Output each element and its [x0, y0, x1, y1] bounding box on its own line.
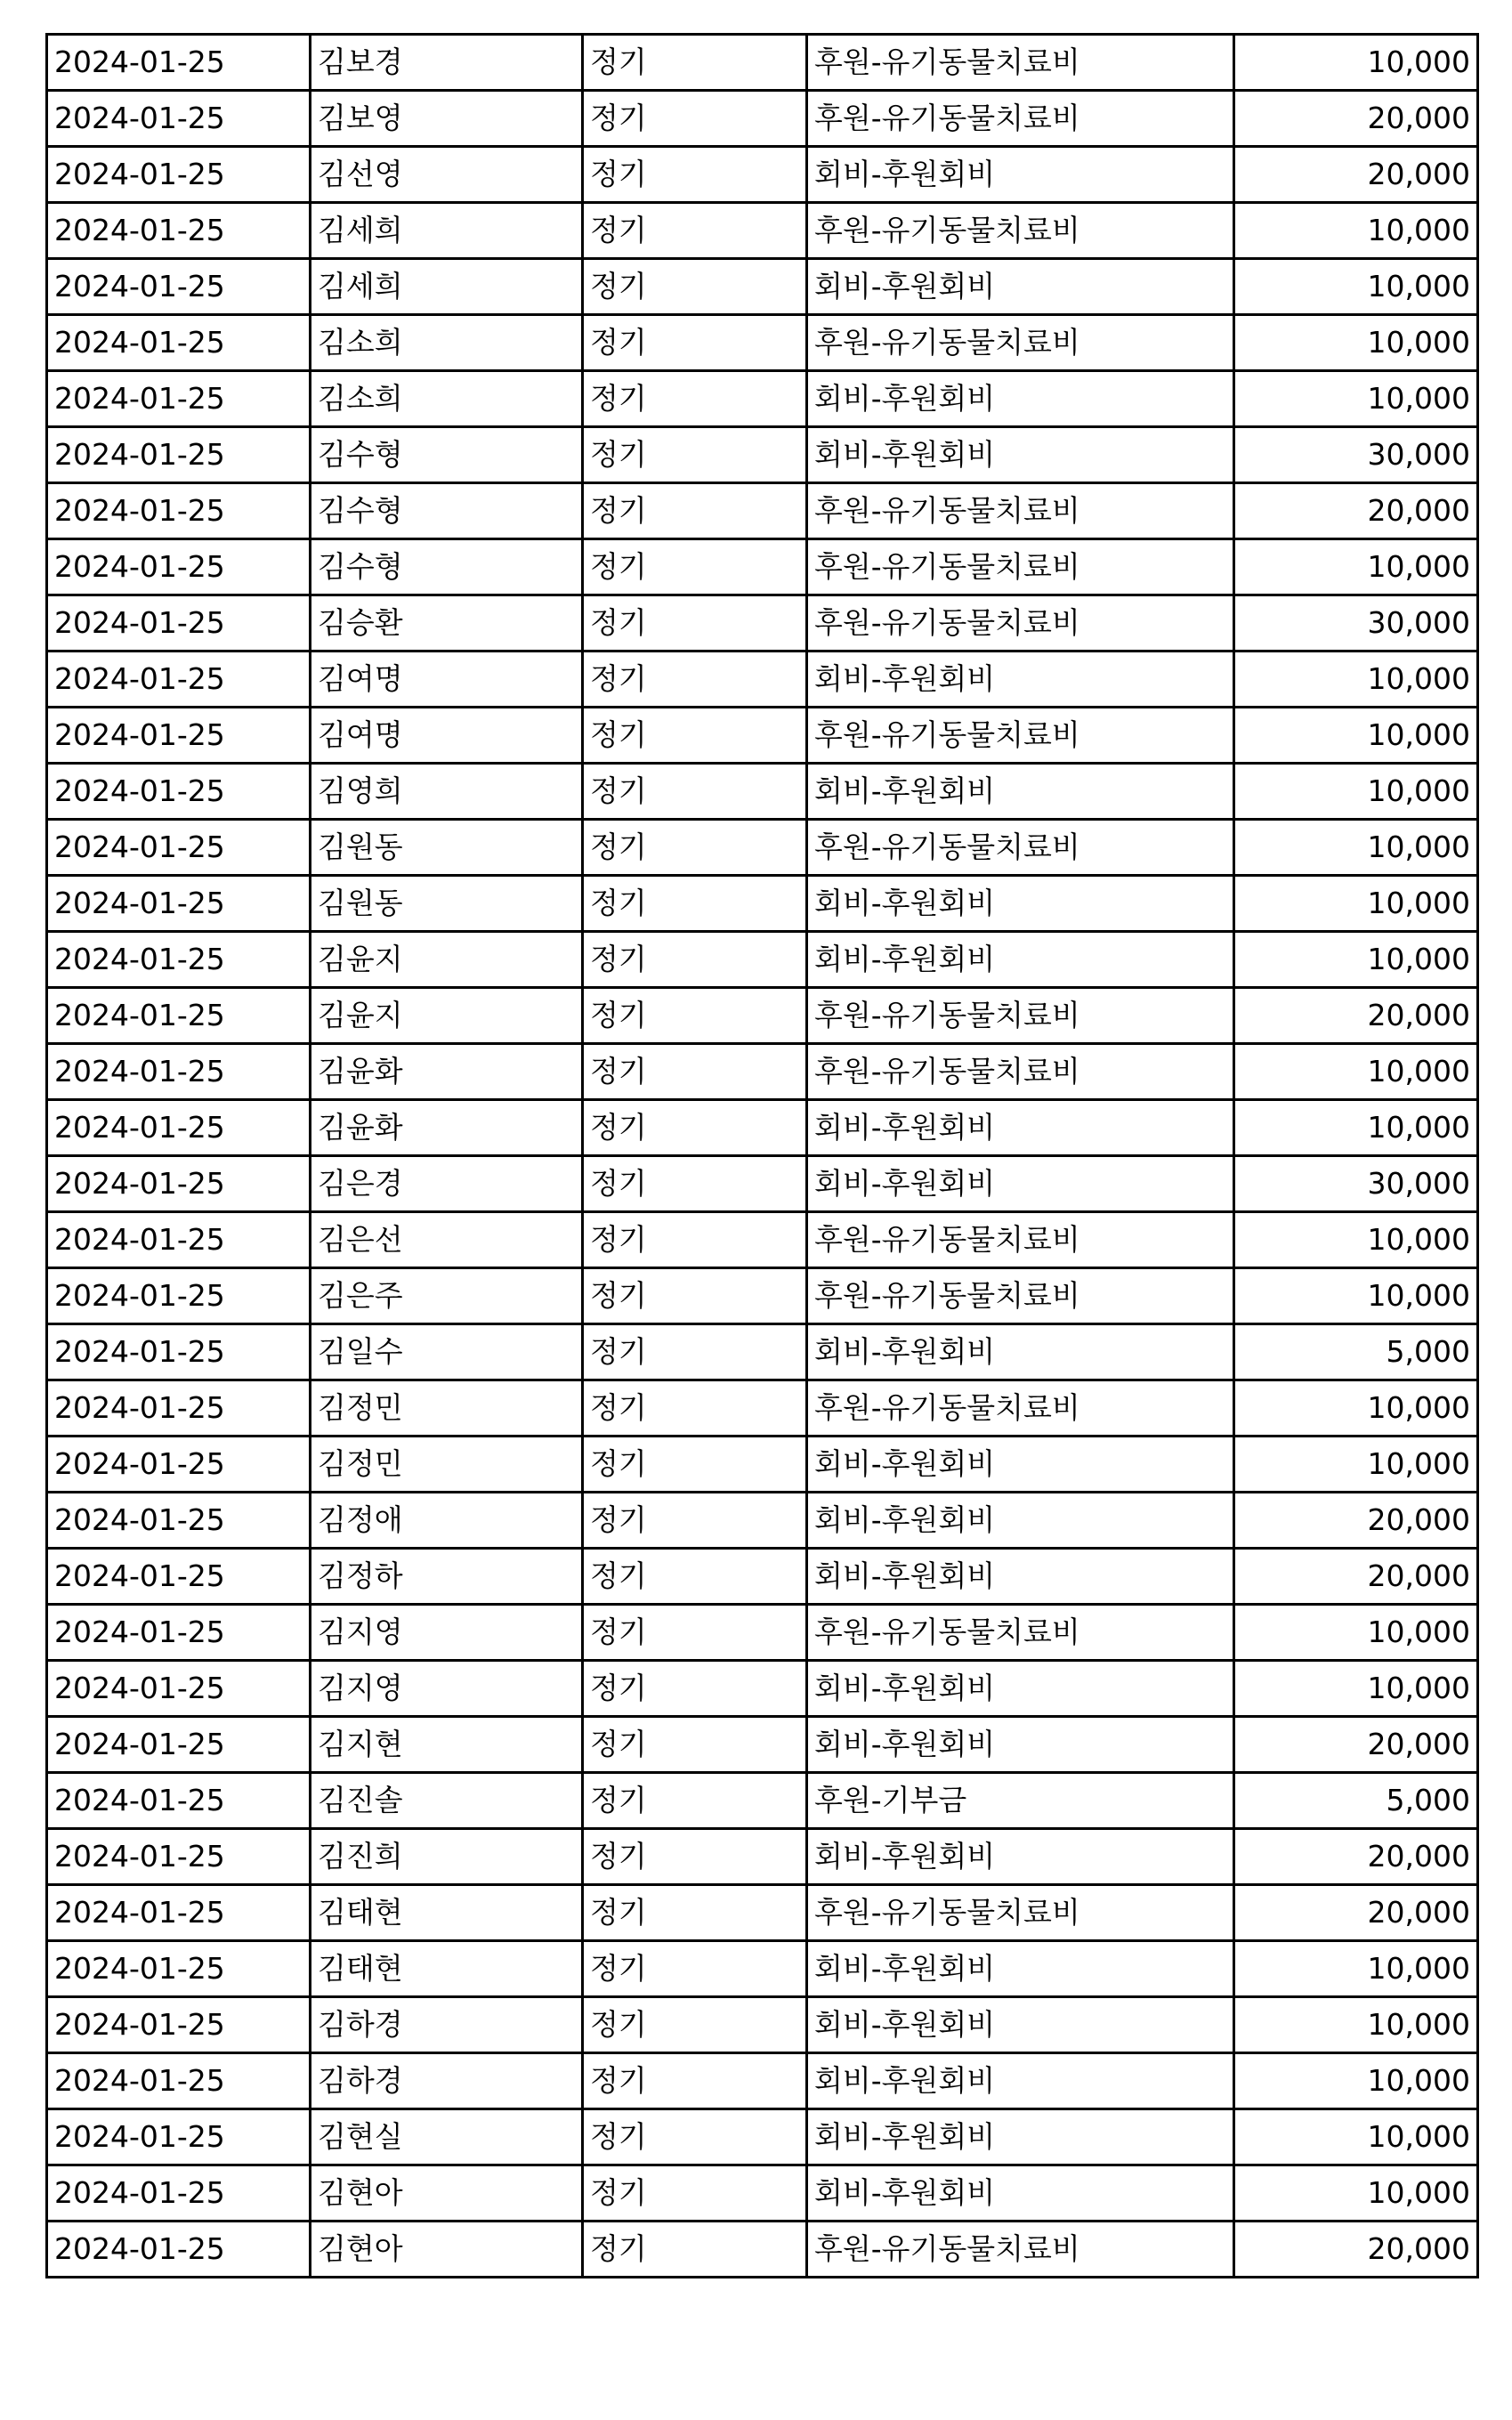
table-row [47, 91, 1478, 147]
amount-cell: 20,000 [1234, 1829, 1478, 1885]
table-row [47, 1044, 1478, 1100]
payment-type-cell: 정기 [583, 483, 807, 539]
donor-name-cell: 김소희 [311, 371, 583, 427]
amount-cell: 10,000 [1234, 1268, 1478, 1324]
donor-name-cell: 김세희 [311, 203, 583, 259]
category-cell: 후원-유기동물치료비 [807, 1380, 1234, 1437]
amount-cell: 20,000 [1234, 1549, 1478, 1605]
category-cell: 회비-후원회비 [807, 1661, 1234, 1717]
date-cell: 2024-01-25 [47, 371, 311, 427]
amount-cell: 10,000 [1234, 539, 1478, 595]
date-cell: 2024-01-25 [47, 1549, 311, 1605]
category-cell: 회비-후원회비 [807, 1493, 1234, 1549]
donor-name-cell: 김원동 [311, 876, 583, 932]
amount-cell: 5,000 [1234, 1324, 1478, 1380]
donor-name-cell: 김현아 [311, 2222, 583, 2278]
donor-name-cell: 김원동 [311, 820, 583, 876]
date-cell: 2024-01-25 [47, 1437, 311, 1493]
table-row [47, 203, 1478, 259]
table-row [47, 1268, 1478, 1324]
table-row [47, 35, 1478, 91]
payment-type-cell: 정기 [583, 932, 807, 988]
table-row [47, 1829, 1478, 1885]
payment-type-cell: 정기 [583, 1605, 807, 1661]
payment-type-cell: 정기 [583, 652, 807, 708]
table-row [47, 1773, 1478, 1829]
donor-name-cell: 김지현 [311, 1717, 583, 1773]
donor-name-cell: 김태현 [311, 1885, 583, 1941]
amount-cell: 10,000 [1234, 932, 1478, 988]
payment-type-cell: 정기 [583, 147, 807, 203]
date-cell: 2024-01-25 [47, 539, 311, 595]
payment-type-cell: 정기 [583, 2109, 807, 2165]
payment-type-cell: 정기 [583, 1212, 807, 1268]
donor-name-cell: 김소희 [311, 315, 583, 371]
donor-name-cell: 김영희 [311, 764, 583, 820]
date-cell: 2024-01-25 [47, 1997, 311, 2053]
date-cell: 2024-01-25 [47, 1941, 311, 1997]
category-cell: 회비-후원회비 [807, 1437, 1234, 1493]
category-cell: 회비-후원회비 [807, 1717, 1234, 1773]
category-cell: 후원-유기동물치료비 [807, 91, 1234, 147]
donor-name-cell: 김정하 [311, 1549, 583, 1605]
payment-type-cell: 정기 [583, 1549, 807, 1605]
payment-type-cell: 정기 [583, 2053, 807, 2109]
category-cell: 후원-유기동물치료비 [807, 988, 1234, 1044]
payment-type-cell: 정기 [583, 876, 807, 932]
category-cell: 후원-유기동물치료비 [807, 2222, 1234, 2278]
ledger-body [47, 35, 1478, 2278]
date-cell: 2024-01-25 [47, 652, 311, 708]
category-cell: 회비-후원회비 [807, 1997, 1234, 2053]
category-cell: 회비-후원회비 [807, 876, 1234, 932]
payment-type-cell: 정기 [583, 708, 807, 764]
date-cell: 2024-01-25 [47, 988, 311, 1044]
date-cell: 2024-01-25 [47, 876, 311, 932]
table-row [47, 988, 1478, 1044]
payment-type-cell: 정기 [583, 595, 807, 652]
date-cell: 2024-01-25 [47, 35, 311, 91]
date-cell: 2024-01-25 [47, 1493, 311, 1549]
donor-name-cell: 김은주 [311, 1268, 583, 1324]
payment-type-cell: 정기 [583, 1717, 807, 1773]
amount-cell: 20,000 [1234, 483, 1478, 539]
table-row [47, 1324, 1478, 1380]
date-cell: 2024-01-25 [47, 315, 311, 371]
donor-name-cell: 김윤지 [311, 988, 583, 1044]
donation-ledger-table [45, 33, 1479, 2278]
amount-cell: 10,000 [1234, 259, 1478, 315]
payment-type-cell: 정기 [583, 1997, 807, 2053]
payment-type-cell: 정기 [583, 259, 807, 315]
donor-name-cell: 김수형 [311, 483, 583, 539]
date-cell: 2024-01-25 [47, 1268, 311, 1324]
date-cell: 2024-01-25 [47, 259, 311, 315]
donor-name-cell: 김정민 [311, 1437, 583, 1493]
date-cell: 2024-01-25 [47, 1212, 311, 1268]
table-row [47, 2053, 1478, 2109]
payment-type-cell: 정기 [583, 1773, 807, 1829]
category-cell: 회비-후원회비 [807, 932, 1234, 988]
table-row [47, 539, 1478, 595]
table-row [47, 595, 1478, 652]
category-cell: 회비-후원회비 [807, 2109, 1234, 2165]
amount-cell: 10,000 [1234, 315, 1478, 371]
date-cell: 2024-01-25 [47, 764, 311, 820]
category-cell: 회비-후원회비 [807, 2053, 1234, 2109]
table-row [47, 1380, 1478, 1437]
payment-type-cell: 정기 [583, 539, 807, 595]
table-row [47, 483, 1478, 539]
donor-name-cell: 김현실 [311, 2109, 583, 2165]
amount-cell: 20,000 [1234, 1885, 1478, 1941]
amount-cell: 5,000 [1234, 1773, 1478, 1829]
date-cell: 2024-01-25 [47, 427, 311, 483]
category-cell: 회비-후원회비 [807, 1549, 1234, 1605]
date-cell: 2024-01-25 [47, 1661, 311, 1717]
donor-name-cell: 김지영 [311, 1605, 583, 1661]
amount-cell: 10,000 [1234, 1212, 1478, 1268]
table-row [47, 1100, 1478, 1156]
date-cell: 2024-01-25 [47, 1100, 311, 1156]
date-cell: 2024-01-25 [47, 595, 311, 652]
category-cell: 회비-후원회비 [807, 371, 1234, 427]
payment-type-cell: 정기 [583, 2222, 807, 2278]
category-cell: 회비-후원회비 [807, 427, 1234, 483]
date-cell: 2024-01-25 [47, 1885, 311, 1941]
category-cell: 후원-유기동물치료비 [807, 35, 1234, 91]
amount-cell: 10,000 [1234, 1941, 1478, 1997]
date-cell: 2024-01-25 [47, 2109, 311, 2165]
table-row [47, 876, 1478, 932]
payment-type-cell: 정기 [583, 1661, 807, 1717]
category-cell: 후원-유기동물치료비 [807, 820, 1234, 876]
amount-cell: 20,000 [1234, 988, 1478, 1044]
category-cell: 후원-유기동물치료비 [807, 1268, 1234, 1324]
donor-name-cell: 김윤화 [311, 1044, 583, 1100]
amount-cell: 10,000 [1234, 1661, 1478, 1717]
amount-cell: 10,000 [1234, 1997, 1478, 2053]
payment-type-cell: 정기 [583, 315, 807, 371]
category-cell: 회비-후원회비 [807, 764, 1234, 820]
date-cell: 2024-01-25 [47, 1380, 311, 1437]
donor-name-cell: 김일수 [311, 1324, 583, 1380]
amount-cell: 10,000 [1234, 2053, 1478, 2109]
donor-name-cell: 김보영 [311, 91, 583, 147]
category-cell: 회비-후원회비 [807, 1829, 1234, 1885]
category-cell: 후원-유기동물치료비 [807, 483, 1234, 539]
table-row [47, 259, 1478, 315]
date-cell: 2024-01-25 [47, 2053, 311, 2109]
category-cell: 후원-유기동물치료비 [807, 1044, 1234, 1100]
donor-name-cell: 김진솔 [311, 1773, 583, 1829]
donor-name-cell: 김윤지 [311, 932, 583, 988]
donor-name-cell: 김은경 [311, 1156, 583, 1212]
payment-type-cell: 정기 [583, 91, 807, 147]
payment-type-cell: 정기 [583, 1829, 807, 1885]
date-cell: 2024-01-25 [47, 147, 311, 203]
donor-name-cell: 김여명 [311, 708, 583, 764]
amount-cell: 20,000 [1234, 2222, 1478, 2278]
donor-name-cell: 김지영 [311, 1661, 583, 1717]
date-cell: 2024-01-25 [47, 483, 311, 539]
donor-name-cell: 김정민 [311, 1380, 583, 1437]
amount-cell: 10,000 [1234, 2165, 1478, 2222]
donor-name-cell: 김하경 [311, 2053, 583, 2109]
table-row [47, 2222, 1478, 2278]
table-row [47, 2109, 1478, 2165]
table-row [47, 1717, 1478, 1773]
amount-cell: 10,000 [1234, 1044, 1478, 1100]
category-cell: 회비-후원회비 [807, 652, 1234, 708]
date-cell: 2024-01-25 [47, 1829, 311, 1885]
donor-name-cell: 김승환 [311, 595, 583, 652]
donor-name-cell: 김여명 [311, 652, 583, 708]
date-cell: 2024-01-25 [47, 2222, 311, 2278]
amount-cell: 10,000 [1234, 371, 1478, 427]
category-cell: 후원-유기동물치료비 [807, 1212, 1234, 1268]
amount-cell: 10,000 [1234, 1100, 1478, 1156]
date-cell: 2024-01-25 [47, 1605, 311, 1661]
amount-cell: 10,000 [1234, 1380, 1478, 1437]
date-cell: 2024-01-25 [47, 1044, 311, 1100]
donor-name-cell: 김보경 [311, 35, 583, 91]
amount-cell: 10,000 [1234, 2109, 1478, 2165]
date-cell: 2024-01-25 [47, 820, 311, 876]
donor-name-cell: 김세희 [311, 259, 583, 315]
payment-type-cell: 정기 [583, 35, 807, 91]
payment-type-cell: 정기 [583, 2165, 807, 2222]
table-row [47, 1212, 1478, 1268]
amount-cell: 10,000 [1234, 1437, 1478, 1493]
donor-name-cell: 김수형 [311, 427, 583, 483]
amount-cell: 30,000 [1234, 1156, 1478, 1212]
date-cell: 2024-01-25 [47, 1324, 311, 1380]
payment-type-cell: 정기 [583, 371, 807, 427]
payment-type-cell: 정기 [583, 1156, 807, 1212]
donor-name-cell: 김은선 [311, 1212, 583, 1268]
category-cell: 회비-후원회비 [807, 1156, 1234, 1212]
date-cell: 2024-01-25 [47, 708, 311, 764]
donor-name-cell: 김하경 [311, 1997, 583, 2053]
table-row [47, 1661, 1478, 1717]
amount-cell: 10,000 [1234, 708, 1478, 764]
category-cell: 회비-후원회비 [807, 2165, 1234, 2222]
payment-type-cell: 정기 [583, 764, 807, 820]
table-row [47, 315, 1478, 371]
category-cell: 후원-유기동물치료비 [807, 203, 1234, 259]
table-row [47, 820, 1478, 876]
amount-cell: 10,000 [1234, 652, 1478, 708]
payment-type-cell: 정기 [583, 1100, 807, 1156]
table-row [47, 1941, 1478, 1997]
category-cell: 후원-유기동물치료비 [807, 1885, 1234, 1941]
amount-cell: 30,000 [1234, 427, 1478, 483]
date-cell: 2024-01-25 [47, 932, 311, 988]
amount-cell: 10,000 [1234, 203, 1478, 259]
category-cell: 회비-후원회비 [807, 1324, 1234, 1380]
payment-type-cell: 정기 [583, 1044, 807, 1100]
category-cell: 회비-후원회비 [807, 259, 1234, 315]
category-cell: 후원-유기동물치료비 [807, 708, 1234, 764]
table-row [47, 1885, 1478, 1941]
payment-type-cell: 정기 [583, 988, 807, 1044]
table-row [47, 147, 1478, 203]
donor-name-cell: 김윤화 [311, 1100, 583, 1156]
donor-name-cell: 김수형 [311, 539, 583, 595]
date-cell: 2024-01-25 [47, 1717, 311, 1773]
table-row [47, 1549, 1478, 1605]
payment-type-cell: 정기 [583, 1380, 807, 1437]
category-cell: 후원-유기동물치료비 [807, 595, 1234, 652]
donor-name-cell: 김태현 [311, 1941, 583, 1997]
table-row [47, 1493, 1478, 1549]
table-row [47, 764, 1478, 820]
amount-cell: 30,000 [1234, 595, 1478, 652]
donor-name-cell: 김정애 [311, 1493, 583, 1549]
amount-cell: 10,000 [1234, 764, 1478, 820]
donor-name-cell: 김진희 [311, 1829, 583, 1885]
amount-cell: 20,000 [1234, 1717, 1478, 1773]
category-cell: 후원-유기동물치료비 [807, 539, 1234, 595]
payment-type-cell: 정기 [583, 203, 807, 259]
category-cell: 후원-유기동물치료비 [807, 315, 1234, 371]
amount-cell: 10,000 [1234, 35, 1478, 91]
table-row [47, 1605, 1478, 1661]
table-row [47, 652, 1478, 708]
payment-type-cell: 정기 [583, 1941, 807, 1997]
category-cell: 후원-유기동물치료비 [807, 1605, 1234, 1661]
amount-cell: 10,000 [1234, 820, 1478, 876]
date-cell: 2024-01-25 [47, 203, 311, 259]
amount-cell: 10,000 [1234, 1605, 1478, 1661]
donor-name-cell: 김현아 [311, 2165, 583, 2222]
table-row [47, 1997, 1478, 2053]
date-cell: 2024-01-25 [47, 1773, 311, 1829]
category-cell: 회비-후원회비 [807, 1100, 1234, 1156]
table-row [47, 1437, 1478, 1493]
amount-cell: 20,000 [1234, 147, 1478, 203]
date-cell: 2024-01-25 [47, 91, 311, 147]
table-row [47, 427, 1478, 483]
payment-type-cell: 정기 [583, 1324, 807, 1380]
payment-type-cell: 정기 [583, 1437, 807, 1493]
payment-type-cell: 정기 [583, 1493, 807, 1549]
amount-cell: 10,000 [1234, 876, 1478, 932]
table-row [47, 932, 1478, 988]
amount-cell: 20,000 [1234, 91, 1478, 147]
category-cell: 후원-기부금 [807, 1773, 1234, 1829]
category-cell: 회비-후원회비 [807, 1941, 1234, 1997]
category-cell: 회비-후원회비 [807, 147, 1234, 203]
table-row [47, 371, 1478, 427]
donor-name-cell: 김선영 [311, 147, 583, 203]
payment-type-cell: 정기 [583, 1268, 807, 1324]
table-row [47, 708, 1478, 764]
table-row [47, 1156, 1478, 1212]
payment-type-cell: 정기 [583, 820, 807, 876]
payment-type-cell: 정기 [583, 1885, 807, 1941]
date-cell: 2024-01-25 [47, 2165, 311, 2222]
payment-type-cell: 정기 [583, 427, 807, 483]
amount-cell: 20,000 [1234, 1493, 1478, 1549]
date-cell: 2024-01-25 [47, 1156, 311, 1212]
table-row [47, 2165, 1478, 2222]
